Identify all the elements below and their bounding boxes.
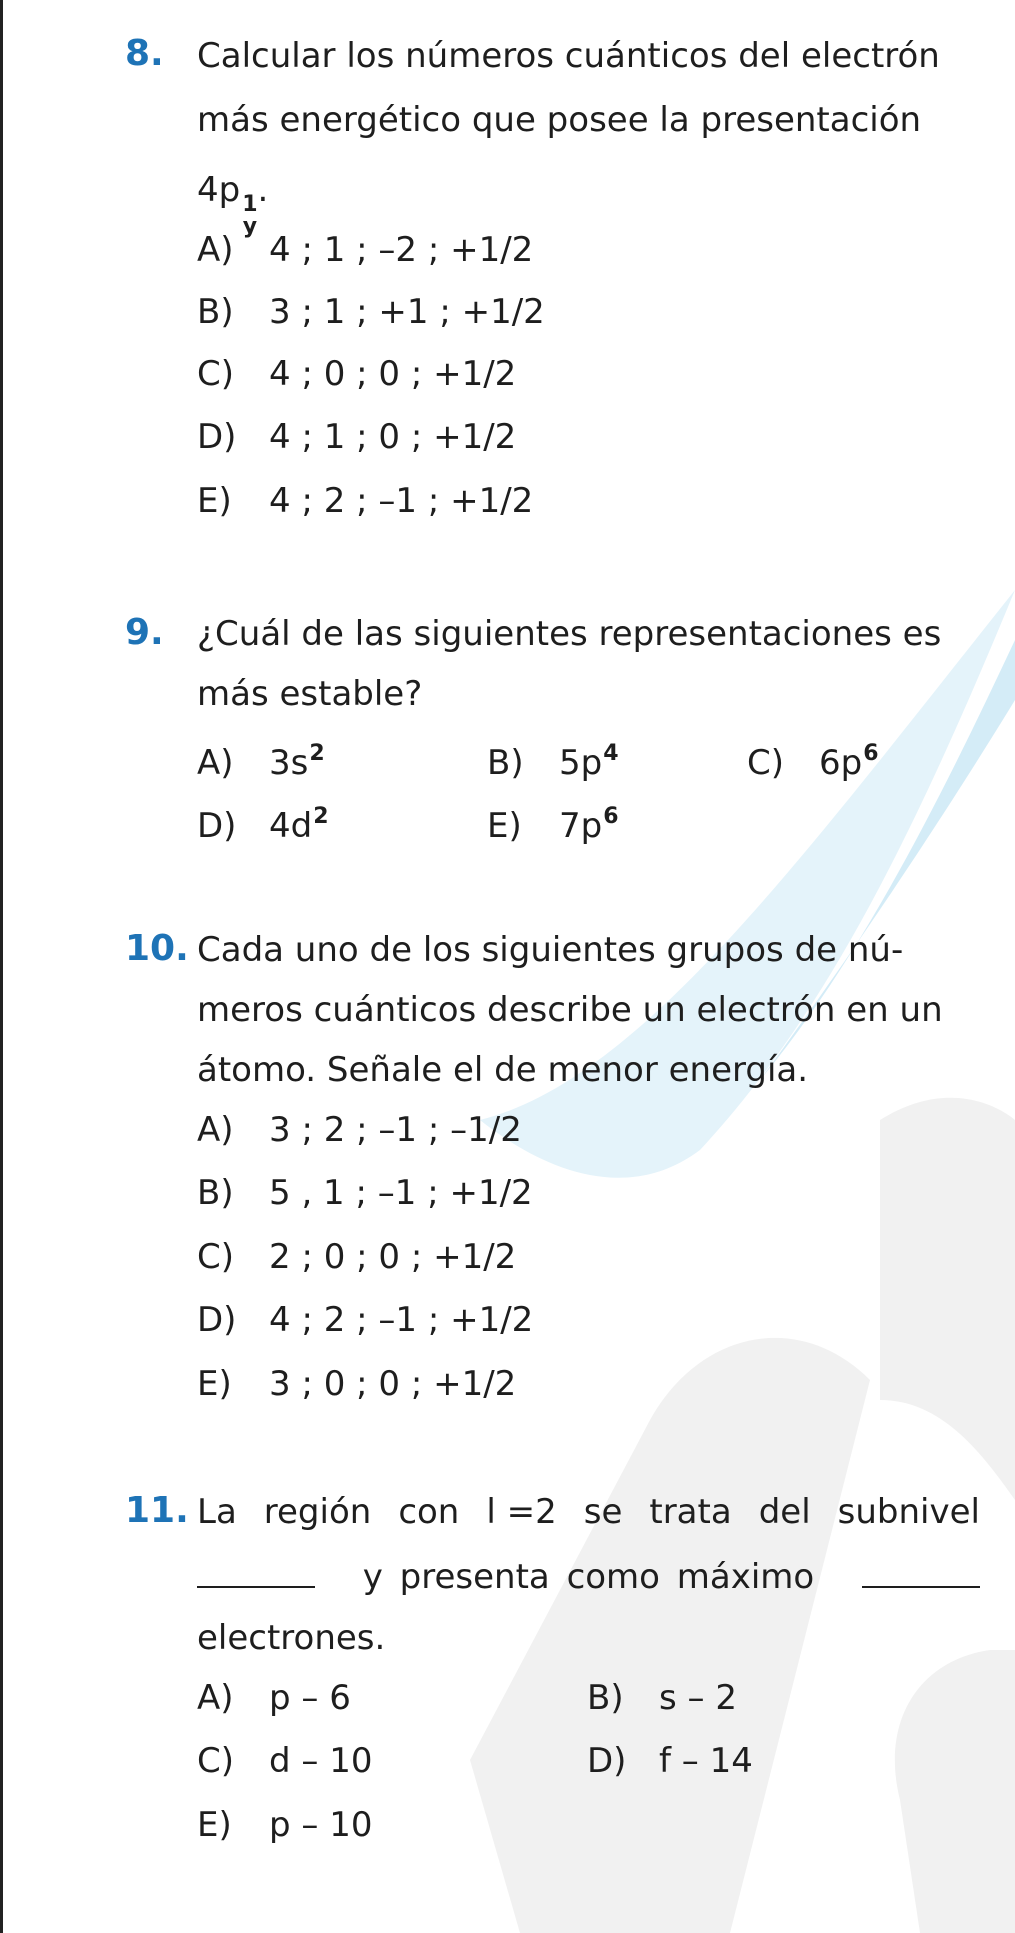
- question-11-option-e[interactable]: E) p – 10: [197, 1805, 373, 1845]
- question-10-number: 10.: [125, 928, 189, 969]
- question-10-option-c[interactable]: C) 2 ; 0 ; 0 ; +1/2: [197, 1237, 517, 1277]
- question-8-text-line-1: Calcular los números cuánticos del electrón: [197, 36, 940, 76]
- question-10-option-a[interactable]: A) 3 ; 2 ; –1 ; –1/2: [197, 1110, 522, 1150]
- question-11-text-line-2: y presenta como máximo: [197, 1556, 980, 1597]
- question-11-option-d[interactable]: D) f – 14: [587, 1741, 753, 1781]
- question-8-option-d[interactable]: D) 4 ; 1 ; 0 ; +1/2: [197, 417, 517, 457]
- notation-period: .: [257, 170, 269, 210]
- answer-blank-1[interactable]: [197, 1556, 315, 1588]
- question-10-option-b[interactable]: B) 5 , 1 ; –1 ; +1/2: [197, 1173, 533, 1213]
- question-11-number: 11.: [125, 1490, 189, 1531]
- notation-subscript: y: [242, 214, 258, 239]
- question-8-option-b[interactable]: B) 3 ; 1 ; +1 ; +1/2: [197, 292, 545, 332]
- question-8-option-c[interactable]: C) 4 ; 0 ; 0 ; +1/2: [197, 354, 517, 394]
- question-9-option-d[interactable]: D) $4d^2$: [197, 804, 329, 846]
- question-9-number: 9.: [125, 612, 164, 653]
- question-10-option-e[interactable]: E) 3 ; 0 ; 0 ; +1/2: [197, 1364, 517, 1404]
- question-11-text-line-1: La región con l =2 se trata del subnivel: [197, 1492, 980, 1532]
- question-9-option-e[interactable]: E) $7p^6$: [487, 804, 619, 846]
- question-8-number: 8.: [125, 33, 164, 74]
- question-11-option-b[interactable]: B) s – 2: [587, 1678, 737, 1718]
- question-10-text-line-1: Cada uno de los siguientes grupos de nú-: [197, 930, 904, 970]
- question-10-text-line-3: átomo. Señale el de menor energía.: [197, 1050, 809, 1090]
- question-11-option-a[interactable]: A) p – 6: [197, 1678, 351, 1718]
- question-8-text-line-2: más energético que posee la presentación: [197, 100, 922, 140]
- question-9-option-a[interactable]: A) $3s^2$: [197, 741, 325, 783]
- answer-blank-2[interactable]: [862, 1556, 980, 1588]
- question-8-option-a[interactable]: A) 4 ; 1 ; –2 ; +1/2: [197, 230, 534, 270]
- notation-superscript: 1: [242, 192, 258, 217]
- question-10-text-line-2: meros cuánticos describe un electrón en un: [197, 990, 943, 1030]
- question-8-option-e[interactable]: E) 4 ; 2 ; –1 ; +1/2: [197, 481, 534, 521]
- question-9-option-c[interactable]: C) $6p^6$: [747, 741, 879, 783]
- question-11-option-c[interactable]: C) d – 10: [197, 1741, 373, 1781]
- question-11-text-line-3: electrones.: [197, 1618, 386, 1658]
- notation-base: 4p: [197, 170, 241, 210]
- question-9-option-b[interactable]: B) $5p^4$: [487, 741, 619, 783]
- question-10-option-d[interactable]: D) 4 ; 2 ; –1 ; +1/2: [197, 1300, 534, 1340]
- question-8-notation: [197, 170, 268, 238]
- question-9-text-line-2: más estable?: [197, 674, 423, 714]
- question-9-text-line-1: ¿Cuál de las siguientes representaciones es: [197, 614, 942, 654]
